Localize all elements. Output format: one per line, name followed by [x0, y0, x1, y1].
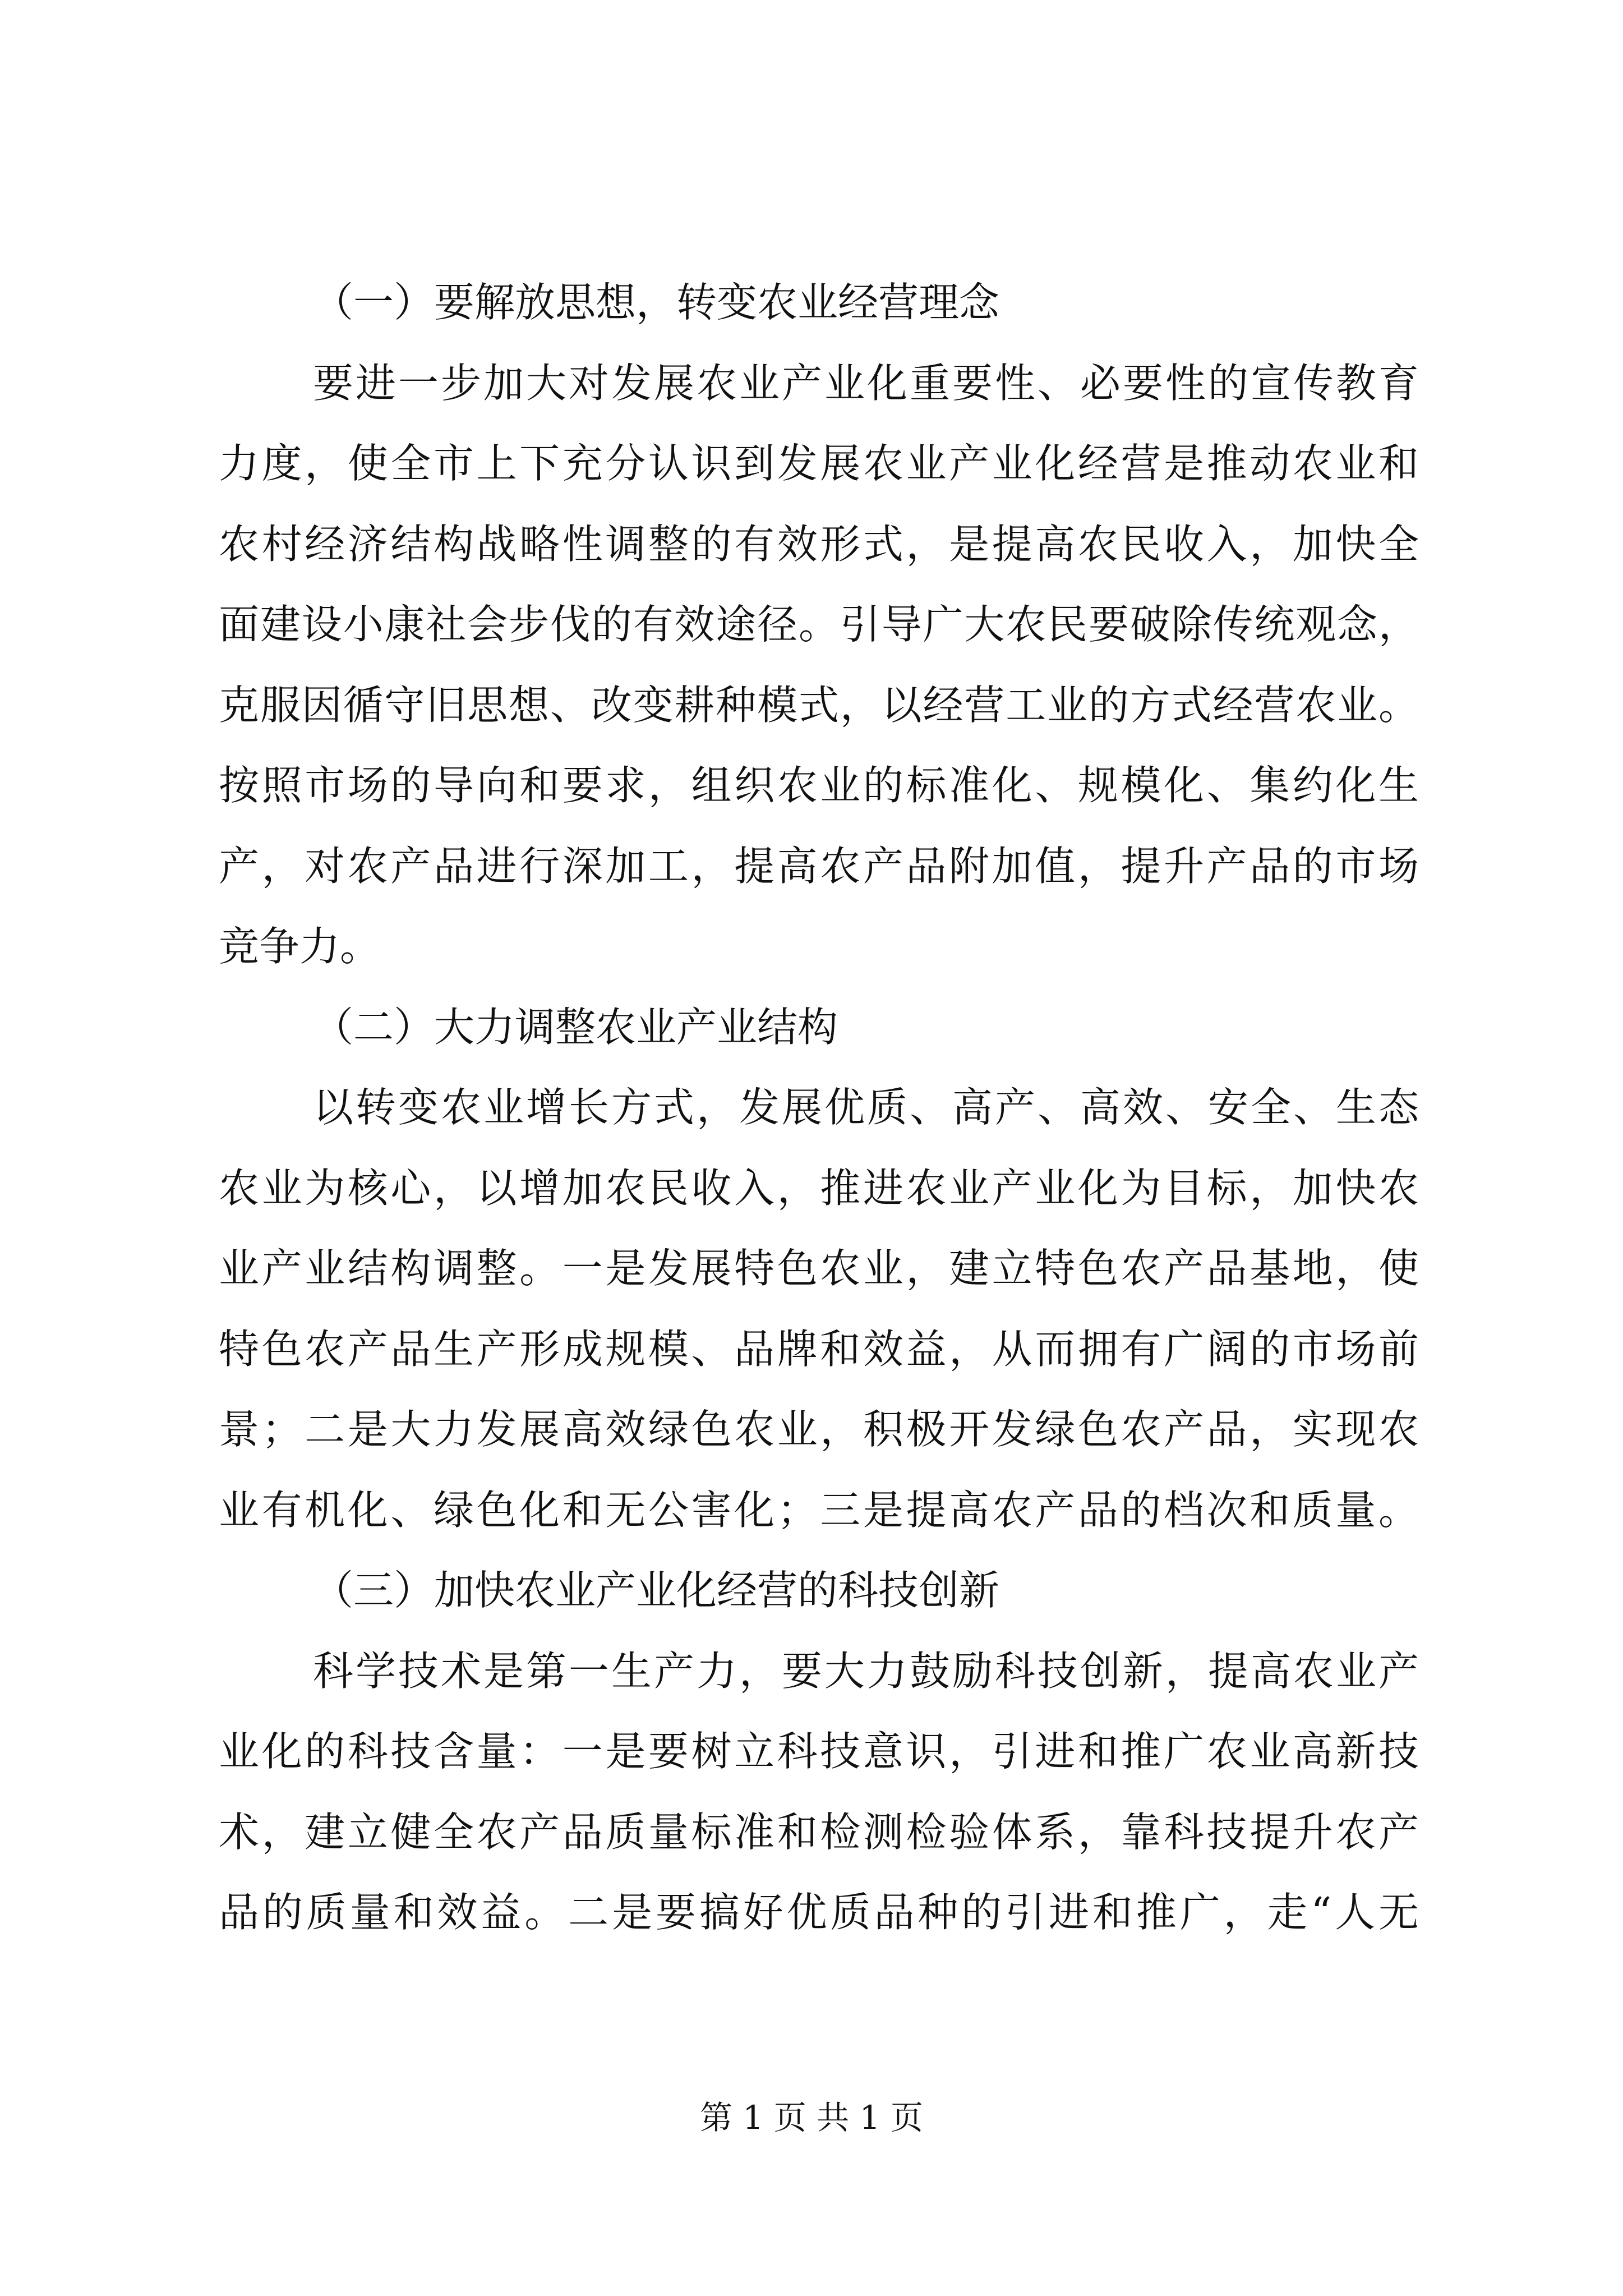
paragraph-line	[219, 1711, 1419, 1792]
paragraph-line	[219, 585, 1419, 665]
paragraph-line	[219, 1631, 1419, 1712]
paragraph-line	[219, 1792, 1419, 1873]
line-text: （一）要解放思想，转变农业经营理念	[313, 279, 1000, 326]
line-text: 按照市场的导向和要求，组织农业的标准化、规模化、集约化生	[219, 762, 1419, 809]
line-text: 农村经济结构战略性调整的有效形式，是提高农民收入，加快全	[219, 520, 1419, 568]
line-text: 景；二是大力发展高效绿色农业，积极开发绿色农产品，实现农	[219, 1406, 1419, 1453]
document-body	[219, 263, 1419, 1953]
line-text: 业产业结构调整。一是发展特色农业，建立特色农产品基地，使	[219, 1245, 1419, 1292]
line-text: 克服因循守旧思想、改变耕种模式，以经营工业的方式经营农业。	[219, 681, 1419, 729]
line-text: 业有机化、绿色化和无公害化；三是提高农产品的档次和质量。	[219, 1486, 1419, 1534]
paragraph-line	[219, 665, 1419, 746]
section-heading	[219, 263, 1419, 343]
line-text: 产，对农产品进行深加工，提高农产品附加值，提升产品的市场	[219, 842, 1419, 890]
paragraph-line	[219, 826, 1419, 907]
line-text: 要进一步加大对发展农业产业化重要性、必要性的宣传教育	[313, 359, 1419, 407]
paragraph-line	[219, 1068, 1419, 1148]
line-text: 业化的科技含量：一是要树立科技意识，引进和推广农业高新技	[219, 1728, 1419, 1775]
paragraph-line	[219, 907, 1419, 987]
line-text: 特色农产品生产形成规模、品牌和效益，从而拥有广阔的市场前	[219, 1325, 1419, 1373]
paragraph-line	[219, 1872, 1419, 1953]
section-heading	[219, 987, 1419, 1068]
paragraph-line	[219, 746, 1419, 826]
page-footer: 第 1 页 共 1 页	[700, 2099, 923, 2137]
paragraph-line	[219, 1148, 1419, 1229]
paragraph-line	[219, 1228, 1419, 1309]
paragraph-line	[219, 424, 1419, 504]
line-text: 力度，使全市上下充分认识到发展农业产业化经营是推动农业和	[219, 440, 1419, 487]
line-text: （二）大力调整农业产业结构	[313, 1003, 838, 1051]
paragraph-line	[219, 1309, 1419, 1390]
paragraph-line	[219, 1470, 1419, 1551]
paragraph-line	[219, 343, 1419, 424]
line-text: （三）加快农业产业化经营的科技创新	[313, 1567, 1000, 1614]
line-text: 以转变农业增长方式，发展优质、高产、高效、安全、生态	[313, 1084, 1419, 1131]
line-text: 术，建立健全农产品质量标准和检测检验体系，靠科技提升农产	[219, 1808, 1419, 1856]
line-text: 农业为核心，以增加农民收入，推进农业产业化为目标，加快农	[219, 1164, 1419, 1212]
section-heading	[219, 1550, 1419, 1631]
line-text: 竞争力。	[219, 923, 381, 970]
line-text: 科学技术是第一生产力，要大力鼓励科技创新，提高农业产	[313, 1647, 1419, 1695]
paragraph-line	[219, 504, 1419, 585]
line-text: 品的质量和效益。二是要搞好优质品种的引进和推广，走“人无	[219, 1889, 1419, 1936]
paragraph-line	[219, 1389, 1419, 1470]
line-text: 面建设小康社会步伐的有效途径。引导广大农民要破除传统观念，	[219, 601, 1419, 648]
